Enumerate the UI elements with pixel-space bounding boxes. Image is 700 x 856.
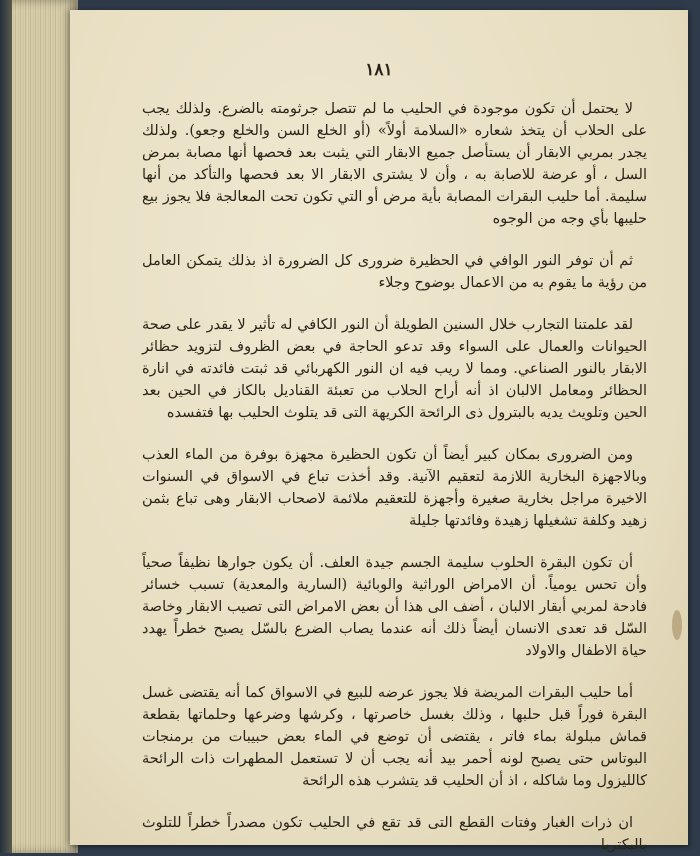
paragraph-6: أما حليب البقرات المريضة فلا يجوز عرضه للبيع في الاسواق كما أنه يقتضى غسل البقرة فوراً قبل حلبها ، وذلك بغسل خاصرتها ، وكرشها وضرعها وحلماتها بقطعة قماش مبلولة بماء فاتر ، يقتضى أن توضع في الماء بعض حبيبات من برمنجات البوتاس حتى يصبح لونه أحمر بيد أنه يجب أن لا تستعمل المطهرات ذات الرائحة كالليزول وما شاكله ، اذ أن الحليب قد يتشرب هذه الرائحة (142, 685, 647, 789)
paragraph-5: أن تكون البقرة الحلوب سليمة الجسم جيدة العلف. أن يكون جوارها نظيفاً صحياً وأن تحس يومياً. أن الامراض الوراثية والوبائية (السارية والمعدية) تسبب خسائر فادحة لمربي أبقار الالبان ، أضف الى هذا أن بعض الامراض التى تصيب الابقار وخاصة السّل قد تعدى الانسان أيضاً ذلك أنه عندما يصاب الضرع بالسّل يصبح خطراً يهدد حياة الاطفال والاولاد (142, 555, 647, 659)
page-stain (672, 610, 682, 640)
paragraph-3: لقد علمتنا التجارب خلال السنين الطويلة أن النور الكافي له تأثير لا يقدر على صحة الحيوانات والعمال على السواء وقد تدعو الحاجة في بعض الظروف لتزويد حظائر الابقار بالنور الصناعي. ومما لا ريب فيه ان النور الكهربائي قد ثبتت فائدته في انارة الحظائر ومعامل الالبان اذ أنه أراح الحلاب من تعبئة القناديل بالكاز في الحين بعد الحين وتلويث يديه بالبترول ذى الرائحة الكريهة التى قد يتلوث الحليب بها فتفسده (142, 317, 647, 421)
paragraph-4: ومن الضرورى بمكان كبير أيضاً أن تكون الحظيرة مجهزة بوفرة من الماء العذب وبالاجهزة البخارية اللازمة لتعقيم الآنية. وقد أخذت تباع في الاسواق في السنوات الاخيرة مراجل بخارية صغيرة وأجهزة للتعقيم ملائمة لاصحاب الابقار وهى تباع بثمن زهيد وكلفة تشغيلها زهيدة وفائدتها جليلة (142, 447, 647, 529)
book-spine-edge (0, 0, 78, 853)
paragraph-7: ان ذرات الغبار وفتات القطع التى قد تقع في الحليب تكون مصدراً خطراً للتلوث بالبكتريا (142, 815, 647, 853)
paragraph-2: ثم أن توفر النور الوافي في الحظيرة ضرورى كل الضرورة اذ بذلك يتمكن العامل من رؤية ما يقوم به من الاعمال بوضوح وجلاء (142, 253, 647, 291)
book-page (70, 10, 688, 853)
paragraph-1: لا يحتمل أن تكون موجودة في الحليب ما لم تتصل جرثومته بالضرع. ولذلك يجب على الحلاب أن يتخذ شعاره «السلامة أولاً» (أو الخلع السن والخلع وجعو). ولذلك يجدر بمربي الابقار أن يستأصل جميع الابقار التي يثبت بعد فحصها أنها مصابة بمرض السل ، أو عرضة للاصابة به ، وأن لا يشترى الابقار الا بعد فحصها والتأكد من أنها سليمة. أما حليب البقرات المصابة بأية مرض أو التي تكون تحت المعالجة فلا يجوز بيع حليبها بأي وجه من الوجوه (142, 101, 647, 227)
page-number: ١٨١ (365, 60, 393, 80)
body-text (142, 98, 647, 856)
